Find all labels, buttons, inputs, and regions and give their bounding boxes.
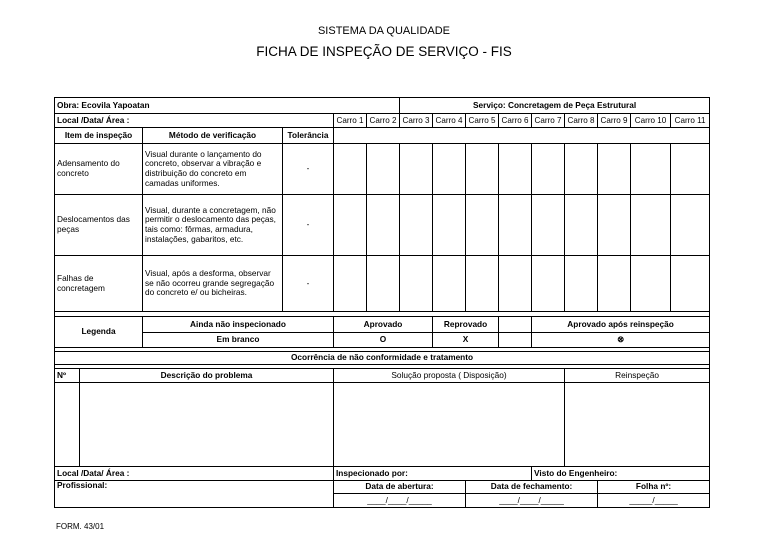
data-abertura-label: Data de abertura: bbox=[334, 481, 466, 494]
check-cell[interactable] bbox=[400, 256, 433, 312]
check-cell[interactable] bbox=[466, 256, 499, 312]
legenda-label: Legenda bbox=[55, 317, 143, 348]
item-method: Visual, durante a concretagem, não permitir o deslocamento das peças, tais como: fôrmas, armadura, instalações, gabaritos, etc. bbox=[143, 195, 283, 256]
inspection-row bbox=[55, 256, 710, 312]
reinspecao-header: Reinspeção bbox=[565, 369, 710, 383]
inspection-row bbox=[55, 195, 710, 256]
item-name: Adensamento do concreto bbox=[55, 144, 143, 195]
legenda-reinspecao-symbol: ⊗ bbox=[532, 333, 710, 348]
legenda-reprovado-symbol: X bbox=[433, 333, 499, 348]
legenda-aprovado-symbol: O bbox=[334, 333, 433, 348]
obra-cell: Obra: Ecovila Yapoatan bbox=[55, 98, 400, 114]
check-cell[interactable] bbox=[334, 256, 367, 312]
check-cell[interactable] bbox=[367, 195, 400, 256]
carro-grid-spacer bbox=[334, 128, 710, 144]
check-cell[interactable] bbox=[565, 256, 598, 312]
reinspecao-cell[interactable] bbox=[565, 383, 710, 467]
carro-header: Carro 8 bbox=[565, 114, 598, 128]
check-cell[interactable] bbox=[631, 144, 671, 195]
check-cell[interactable] bbox=[367, 144, 400, 195]
check-cell[interactable] bbox=[334, 144, 367, 195]
check-cell[interactable] bbox=[671, 195, 710, 256]
check-cell[interactable] bbox=[631, 195, 671, 256]
check-cell[interactable] bbox=[400, 195, 433, 256]
check-cell[interactable] bbox=[532, 195, 565, 256]
check-cell[interactable] bbox=[598, 256, 631, 312]
legenda-nao-inspecionado: Ainda não inspecionado bbox=[143, 317, 334, 333]
carro-header: Carro 2 bbox=[367, 114, 400, 128]
check-cell[interactable] bbox=[671, 144, 710, 195]
ocorrencia-num-cell[interactable] bbox=[55, 383, 80, 467]
solucao-cell[interactable] bbox=[334, 383, 565, 467]
ocorrencia-num-header: Nº bbox=[55, 369, 80, 383]
check-cell[interactable] bbox=[631, 256, 671, 312]
check-cell[interactable] bbox=[565, 195, 598, 256]
carro-header: Carro 1 bbox=[334, 114, 367, 128]
carro-header: Carro 6 bbox=[499, 114, 532, 128]
check-cell[interactable] bbox=[433, 144, 466, 195]
visto-engenheiro[interactable]: Visto do Engenheiro: bbox=[532, 467, 710, 481]
tolerancia-header: Tolerância bbox=[283, 128, 334, 144]
check-cell[interactable] bbox=[499, 195, 532, 256]
carro-header: Carro 10 bbox=[631, 114, 671, 128]
inspecionado-por[interactable]: Inspecionado por: bbox=[334, 467, 532, 481]
check-cell[interactable] bbox=[598, 195, 631, 256]
legenda-empty bbox=[499, 317, 532, 333]
descricao-cell[interactable] bbox=[80, 383, 334, 467]
check-cell[interactable] bbox=[466, 144, 499, 195]
carro-header: Carro 9 bbox=[598, 114, 631, 128]
profissional[interactable]: Profissional: bbox=[55, 481, 334, 508]
item-method: Visual durante o lançamento do concreto, observar a vibração e distribuição do concreto em camadas uniformes. bbox=[143, 144, 283, 195]
check-cell[interactable] bbox=[433, 195, 466, 256]
folha-field[interactable]: _____/_____ bbox=[598, 494, 710, 508]
check-cell[interactable] bbox=[334, 195, 367, 256]
folha-label: Folha nº: bbox=[598, 481, 710, 494]
check-cell[interactable] bbox=[532, 256, 565, 312]
form-code: FORM. 43/01 bbox=[56, 522, 105, 531]
carro-header: Carro 4 bbox=[433, 114, 466, 128]
system-title: SISTEMA DA QUALIDADE bbox=[317, 25, 451, 37]
check-cell[interactable] bbox=[466, 195, 499, 256]
footer-local[interactable]: Local /Data/ Área : bbox=[55, 467, 334, 481]
item-tolerance: - bbox=[283, 144, 334, 195]
legenda-reprovado: Reprovado bbox=[433, 317, 499, 333]
check-cell[interactable] bbox=[499, 256, 532, 312]
carro-header: Carro 3 bbox=[400, 114, 433, 128]
check-cell[interactable] bbox=[565, 144, 598, 195]
descricao-header: Descrição do problema bbox=[80, 369, 334, 383]
item-header: Item de inspeção bbox=[55, 128, 143, 144]
data-fechamento-label: Data de fechamento: bbox=[466, 481, 598, 494]
check-cell[interactable] bbox=[499, 144, 532, 195]
legenda-empty bbox=[499, 333, 532, 348]
form-title: FICHA DE INSPEÇÃO DE SERVIÇO - FIS bbox=[256, 44, 512, 59]
check-cell[interactable] bbox=[671, 256, 710, 312]
carro-header: Carro 7 bbox=[532, 114, 565, 128]
servico-cell: Serviço: Concretagem de Peça Estrutural bbox=[400, 98, 710, 114]
check-cell[interactable] bbox=[400, 144, 433, 195]
item-method: Visual, após a desforma, observar se não ocorreu grande segregação do concreto e/ ou bicheiras. bbox=[143, 256, 283, 312]
local-cell: Local /Data/ Área : bbox=[55, 114, 334, 128]
data-abertura-field[interactable]: ____/____/_____ bbox=[334, 494, 466, 508]
legenda-reinspecao: Aprovado após reinspeção bbox=[532, 317, 710, 333]
check-cell[interactable] bbox=[433, 256, 466, 312]
legenda-em-branco: Em branco bbox=[143, 333, 334, 348]
item-name: Deslocamentos das peças bbox=[55, 195, 143, 256]
legenda-aprovado: Aprovado bbox=[334, 317, 433, 333]
inspection-form bbox=[54, 97, 710, 508]
inspection-row bbox=[55, 144, 710, 195]
check-cell[interactable] bbox=[367, 256, 400, 312]
carro-header: Carro 11 bbox=[671, 114, 710, 128]
check-cell[interactable] bbox=[532, 144, 565, 195]
metodo-header: Método de verificação bbox=[143, 128, 283, 144]
check-cell[interactable] bbox=[598, 144, 631, 195]
item-tolerance: - bbox=[283, 195, 334, 256]
item-tolerance: - bbox=[283, 256, 334, 312]
solucao-header: Solução proposta ( Disposição) bbox=[334, 369, 565, 383]
ocorrencia-title: Ocorrência de não conformidade e tratamento bbox=[55, 352, 710, 365]
item-name: Falhas de concretagem bbox=[55, 256, 143, 312]
data-fechamento-field[interactable]: ____/____/_____ bbox=[466, 494, 598, 508]
carro-header: Carro 5 bbox=[466, 114, 499, 128]
